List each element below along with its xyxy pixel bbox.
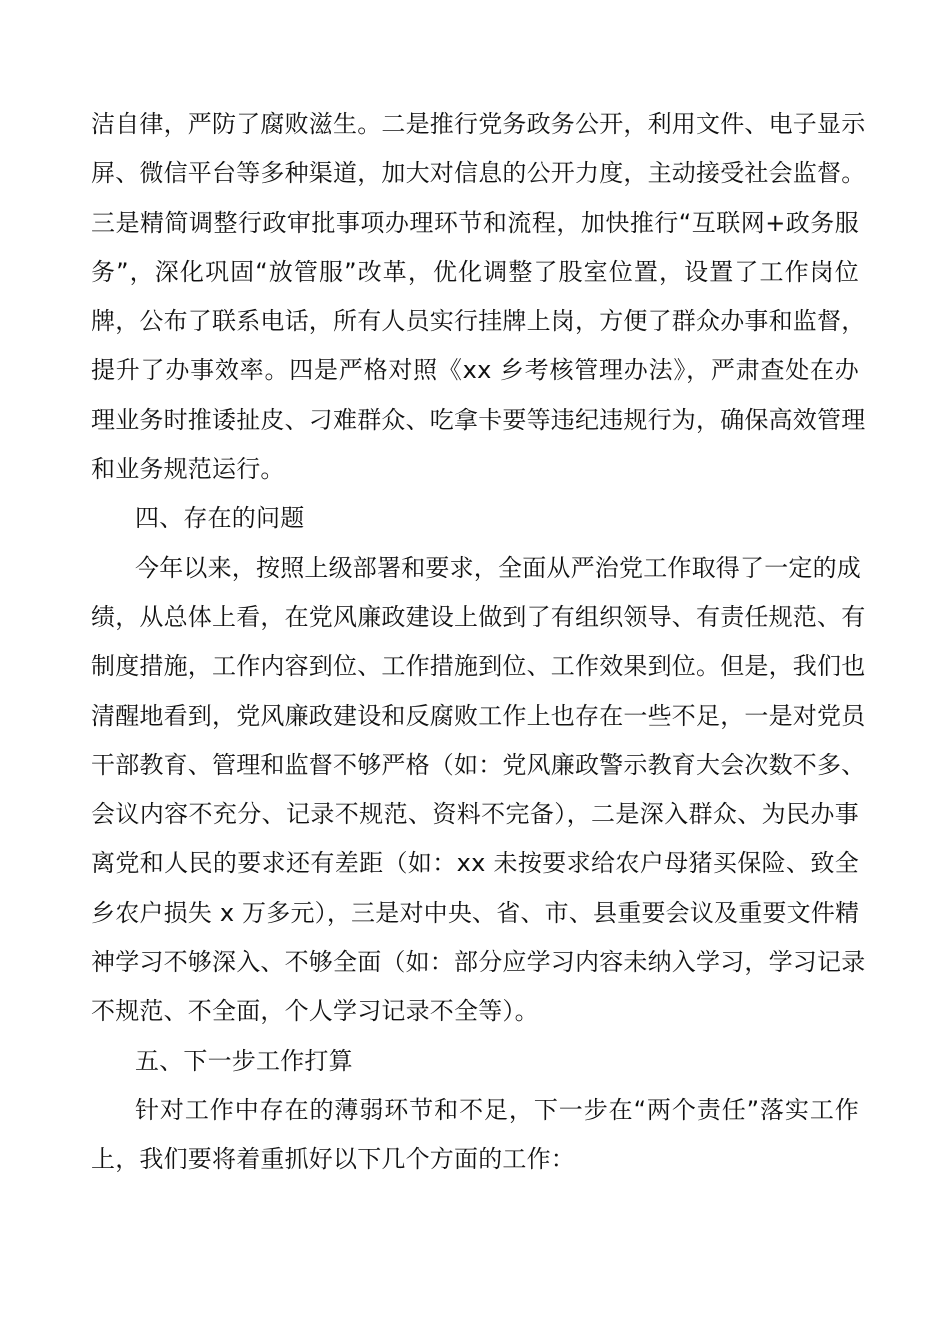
body-line: 会议内容不充分、记录不规范、资料不完备），二是深入群众、为民办事 <box>91 800 859 829</box>
body-line: 制度措施，工作内容到位、工作措施到位、工作效果到位。但是，我们也 <box>91 652 866 681</box>
body-line: 务”，深化巩固“放管服”改革，优化调整了股室位置，设置了工作岗位 <box>91 257 859 286</box>
body-line: 三是精简调整行政审批事项办理环节和流程，加快推行“互联网+政务服 <box>91 208 859 237</box>
body-line: 绩，从总体上看，在党风廉政建设上做到了有组织领导、有责任规范、有 <box>91 602 866 631</box>
body-line: 乡农户损失 x 万多元），三是对中央、省、市、县重要会议及重要文件精 <box>91 898 860 927</box>
document-body <box>91 100 871 1185</box>
body-line: 和业务规范运行。 <box>91 455 285 484</box>
section-heading: 四、存在的问题 <box>135 504 305 533</box>
body-line: 洁自律，严防了腐败滋生。二是推行党务政务公开，利用文件、电子显示 <box>91 110 866 138</box>
section-heading: 五、下一步工作打算 <box>135 1046 353 1075</box>
body-line: 理业务时推诿扯皮、刁难群众、吃拿卡要等违纪违规行为，确保高效管理 <box>91 405 866 434</box>
body-line: 提升了办事效率。四是严格对照《xx 乡考核管理办法》，严肃查处在办 <box>91 356 859 385</box>
body-line: 针对工作中存在的薄弱环节和不足，下一步在“两个责任”落实工作 <box>135 1095 859 1124</box>
body-line: 屏、微信平台等多种渠道，加大对信息的公开力度，主动接受社会监督。 <box>91 159 866 188</box>
body-line: 干部教育、管理和监督不够严格（如：党风廉政警示教育大会次数不多、 <box>91 750 866 779</box>
body-line: 离党和人民的要求还有差距（如：xx 未按要求给农户母猪买保险、致全 <box>91 849 859 878</box>
body-line: 今年以来，按照上级部署和要求，全面从严治党工作取得了一定的成 <box>135 553 861 582</box>
body-line: 上，我们要将着重抓好以下几个方面的工作： <box>91 1145 575 1174</box>
body-line: 神学习不够深入、不够全面（如：部分应学习内容未纳入学习，学习记录 <box>91 948 866 977</box>
body-line: 牌，公布了联系电话，所有人员实行挂牌上岗，方便了群众办事和监督， <box>91 307 866 336</box>
body-line: 清醒地看到，党风廉政建设和反腐败工作上也存在一些不足，一是对党员 <box>91 701 866 730</box>
body-line: 不规范、不全面，个人学习记录不全等）。 <box>91 997 539 1026</box>
